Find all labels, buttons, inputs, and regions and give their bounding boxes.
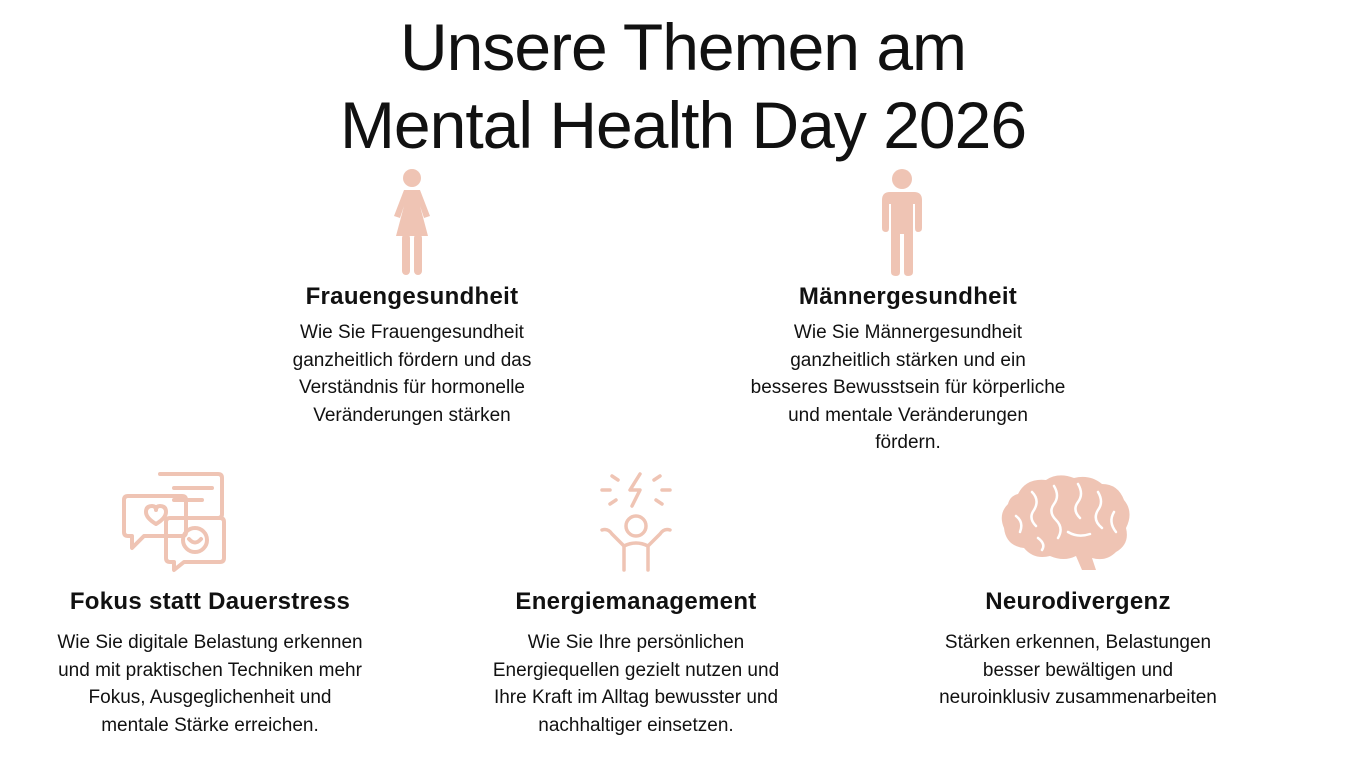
topic-description: Wie Sie digitale Belastung erkennen und mit praktischen Techniken mehr Fokus, Ausgeglichenheit und mentale Stärke erreichen. [57, 632, 363, 736]
topic-maennergesundheit [698, 282, 1118, 457]
topic-heading: Neurodivergenz [985, 588, 1171, 615]
topic-description: Stärken erkennen, Belastungen besser bewältigen und neuroinklusiv zusammenarbeiten [939, 632, 1217, 708]
page-title-line-1: Unsere Themen am [399, 10, 967, 84]
topic-heading: Energiemanagement [515, 588, 757, 615]
topic-frauengesundheit [232, 282, 592, 429]
topic-description: Wie Sie Ihre persönlichen Energiequellen gezielt nutzen und Ihre Kraft im Alltag bewusster und nachhaltiger einsetzen. [492, 632, 780, 736]
topic-description: Wie Sie Männergesundheit ganzheitlich stärken und ein besseres Bewusstsein für körperliche und mentale Veränderungen fördern. [750, 322, 1066, 453]
topic-energiemanagement [446, 587, 826, 739]
chat-bubbles-icon [122, 468, 228, 574]
page-title [0, 8, 1366, 164]
topic-description: Wie Sie Frauengesundheit ganzheitlich fördern und das Verständnis für hormonelle Veränderungen stärken [292, 322, 532, 426]
man-icon [878, 168, 926, 276]
energy-person-icon [598, 468, 674, 574]
topic-neurodivergenz [882, 587, 1274, 712]
page-title-line-2: Mental Health Day 2026 [339, 88, 1027, 162]
brain-icon [998, 472, 1132, 572]
topic-heading: Frauengesundheit [305, 283, 519, 310]
topic-heading: Männergesundheit [798, 283, 1018, 310]
woman-icon [386, 168, 438, 276]
topic-fokus-statt-dauerstress [10, 587, 410, 739]
topic-heading: Fokus statt Dauerstress [69, 588, 351, 615]
